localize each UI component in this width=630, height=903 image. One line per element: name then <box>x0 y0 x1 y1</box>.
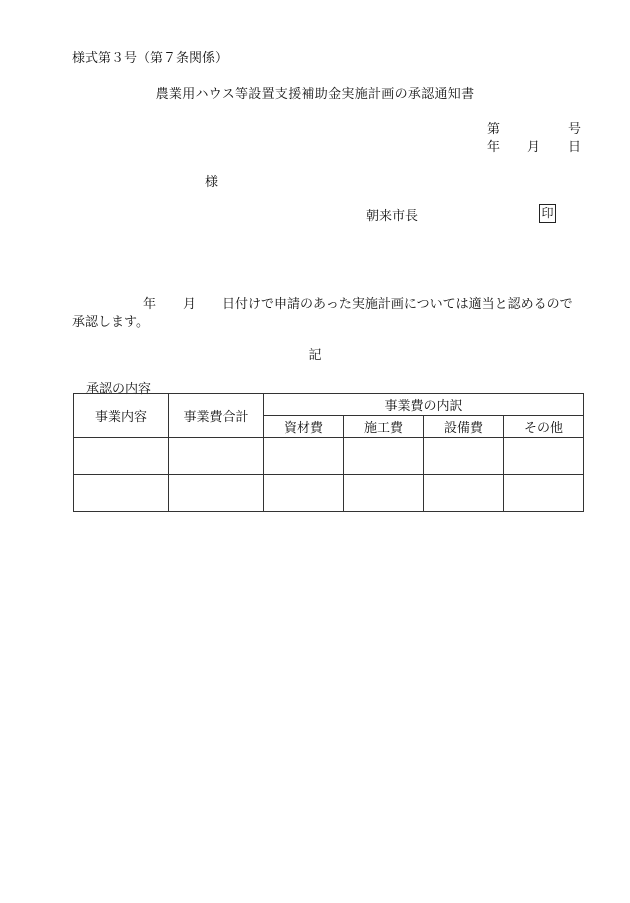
header-shizaihi: 資材費 <box>264 416 344 438</box>
table-cell <box>74 475 169 512</box>
table-cell <box>344 438 424 475</box>
table-cell <box>169 438 264 475</box>
seal-mark: 印 <box>539 204 556 223</box>
header-jigyo-naiyo: 事業内容 <box>74 394 169 438</box>
body-year-label: 年 <box>143 297 157 312</box>
header-uchiwake: 事業費の内訳 <box>264 394 584 416</box>
table-cell <box>74 438 169 475</box>
table-row <box>74 438 584 475</box>
table-cell <box>344 475 424 512</box>
approval-table <box>73 393 584 512</box>
date-year-label: 年 <box>487 140 501 155</box>
table-row <box>74 475 584 512</box>
addressee-suffix: 様 <box>205 175 219 190</box>
header-sonota: その他 <box>504 416 584 438</box>
doc-number-prefix: 第 <box>487 122 501 137</box>
header-setsubihi: 設備費 <box>424 416 504 438</box>
table-cell <box>169 475 264 512</box>
table-cell <box>424 475 504 512</box>
issuer-name: 朝来市長 <box>366 209 419 224</box>
doc-number-suffix: 号 <box>568 122 582 137</box>
date-day-label: 日 <box>568 140 582 155</box>
header-jigyohi-gokei: 事業費合計 <box>169 394 264 438</box>
document-title: 農業用ハウス等設置支援補助金実施計画の承認通知書 <box>155 87 475 102</box>
table-cell <box>504 438 584 475</box>
date-month-label: 月 <box>527 140 541 155</box>
ki-heading: 記 <box>308 348 322 363</box>
body-text-line2: 承認します。 <box>72 315 149 330</box>
table-cell <box>264 475 344 512</box>
table-cell <box>264 438 344 475</box>
body-month-label: 月 <box>183 297 197 312</box>
content-label: 承認の内容 <box>86 382 152 397</box>
table-cell <box>424 438 504 475</box>
table-cell <box>504 475 584 512</box>
body-text-line1: 日付けで申請のあった実施計画については適当と認めるので <box>222 297 573 312</box>
header-sekouhi: 施工費 <box>344 416 424 438</box>
form-number: 様式第３号（第７条関係） <box>72 51 229 66</box>
